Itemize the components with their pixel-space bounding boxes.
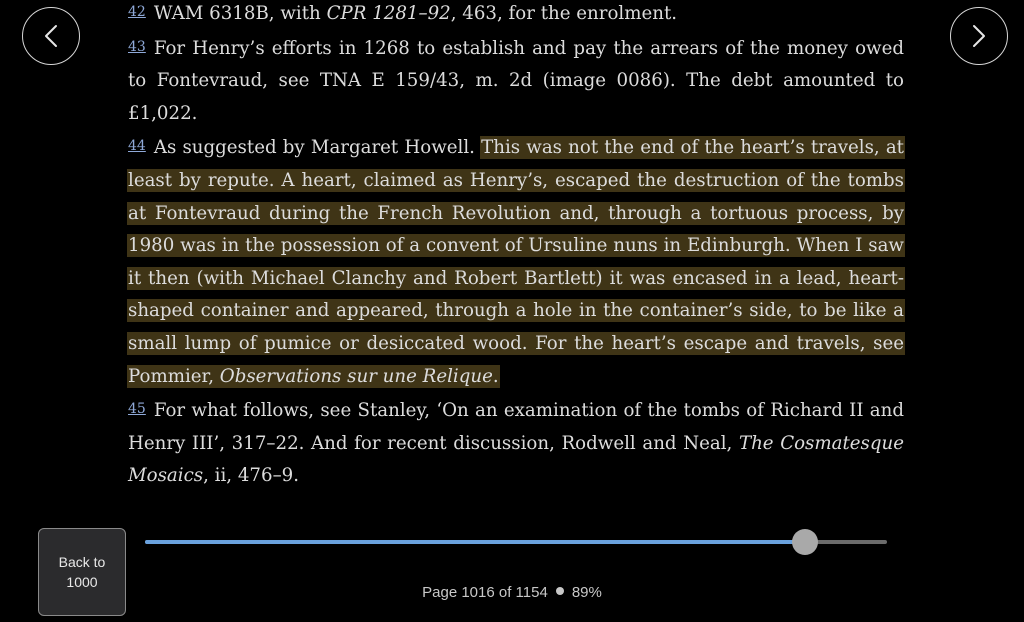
note-text: , 463, for the enrolment. <box>450 3 678 24</box>
endnotes-text <box>128 0 904 493</box>
page-status <box>0 584 1024 601</box>
note-text: For what follows, see Stanley, ‘On an examination of the tombs of Richard II and Henry III’, 317–22. And for recent discussion, Rodwell and Neal, <box>128 400 904 454</box>
slider-fill <box>145 540 805 544</box>
chevron-right-icon <box>972 24 986 48</box>
previous-page-button[interactable] <box>22 7 80 65</box>
note-number-link[interactable]: 42 <box>128 4 146 20</box>
percent-read-text: 89% <box>571 584 602 601</box>
next-page-button[interactable] <box>950 7 1008 65</box>
highlighted-text: This was not the end of the heart’s travels, at least by repute. A heart, claimed as Henry’s, escaped the destruction of the tombs at Fontevraud during the French Revolution and, through a tortuous process, by 1980 was in the possession of a convent of Ursuline nuns in Edinburgh. When I saw it then (with Michael Clanchy and Robert Bartlett) it was encased in a lead, heart-shaped container and appeared, through a hole in the container’s side, to be like a small lump of pumice or desiccated wood. For the heart’s escape and travels, see Pommier, <box>128 137 904 387</box>
highlighted-text: . <box>492 365 499 387</box>
note-number-link[interactable]: 43 <box>128 38 146 55</box>
note-text: CPR 1281–92 <box>326 3 451 24</box>
note-number-link[interactable]: 44 <box>128 138 146 155</box>
endnote-42 <box>128 0 904 31</box>
note-text: As suggested by Margaret Howell. <box>153 137 482 159</box>
page-number-text: Page 1016 of 1154 <box>422 584 548 601</box>
highlighted-text: Observations sur une Relique <box>219 365 493 387</box>
back-button-label: Back to 1000 <box>58 554 106 590</box>
note-text: WAM 6318B, with <box>153 3 327 24</box>
slider-thumb[interactable] <box>792 529 818 555</box>
chevron-left-icon <box>44 24 58 48</box>
note-text: , ii, 476–9. <box>203 465 300 487</box>
page-progress-slider[interactable] <box>145 531 887 553</box>
note-text: For Henry’s efforts in 1268 to establish and pay the arrears of the money owed to Fontevraud, see TNA E 159/43, m. 2d (image 0086). The debt amounted to £1,022. <box>128 37 904 124</box>
endnote-45 <box>128 393 904 493</box>
separator-dot <box>556 587 564 595</box>
back-to-page-button[interactable] <box>38 528 126 616</box>
note-text: The Cosmatesque Mosaics <box>128 432 905 487</box>
note-number-link[interactable]: 45 <box>128 401 146 418</box>
endnote-43 <box>128 31 904 131</box>
endnote-44 <box>128 130 904 393</box>
